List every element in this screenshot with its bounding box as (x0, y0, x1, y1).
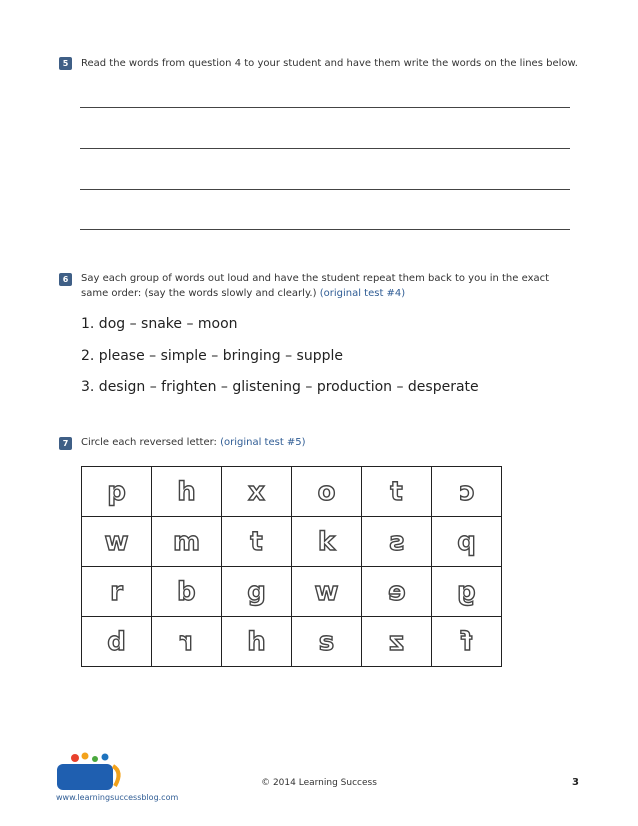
letter: o (317, 476, 336, 507)
answer-line-2[interactable] (80, 148, 570, 149)
question-6-reference: (original test #4) (319, 288, 406, 299)
letter: p (107, 476, 126, 507)
word-group-1: 1. dog – snake – moon (81, 316, 238, 332)
letter: h (247, 626, 266, 657)
letter-cell[interactable] (222, 567, 292, 617)
letter: s (388, 526, 405, 557)
letter-cell[interactable] (152, 517, 222, 567)
letter: d (107, 626, 126, 657)
letter: r (180, 626, 193, 657)
letter: k (317, 526, 336, 557)
question-6-text (81, 271, 571, 301)
letter-cell[interactable] (292, 567, 362, 617)
question-6-badge: 6 (59, 273, 72, 286)
letter-cell[interactable] (292, 517, 362, 567)
letter-cell[interactable] (362, 617, 432, 667)
letter-cell[interactable] (362, 467, 432, 517)
letter: t (250, 526, 263, 557)
letter-cell[interactable] (222, 467, 292, 517)
answer-line-4[interactable] (80, 229, 570, 230)
question-7-badge: 7 (59, 437, 72, 450)
word-group-3: 3. design – frighten – glistening – production – desperate (81, 379, 479, 395)
answer-line-1[interactable] (80, 107, 570, 108)
letter-cell[interactable] (432, 567, 502, 617)
letter: q (457, 526, 476, 557)
letter: r (110, 576, 123, 607)
question-7-reference: (original test #5) (220, 437, 306, 448)
letter-row (82, 567, 502, 617)
letter: x (248, 476, 265, 507)
letter: g (457, 576, 476, 607)
letter-cell[interactable] (82, 517, 152, 567)
letter-cell[interactable] (362, 567, 432, 617)
letter-cell[interactable] (362, 517, 432, 567)
letter: c (458, 476, 475, 507)
letter: w (104, 526, 129, 557)
letter: s (318, 626, 335, 657)
letter-grid (81, 466, 502, 667)
letter-cell[interactable] (432, 617, 502, 667)
letter: e (387, 576, 406, 607)
answer-line-3[interactable] (80, 189, 570, 190)
letter-cell[interactable] (82, 567, 152, 617)
letter-cell[interactable] (222, 617, 292, 667)
letter: m (172, 526, 201, 557)
question-6-instructions: Say each group of words out loud and have the student repeat them back to you in the exact same order: (say the words slowly and clearly.) (81, 273, 550, 299)
letter-cell[interactable] (292, 617, 362, 667)
letter: f (460, 626, 473, 657)
letter: h (177, 476, 196, 507)
word-group-2: 2. please – simple – bringing – supple (81, 348, 343, 364)
letter-cell[interactable] (432, 517, 502, 567)
letter: d (177, 576, 196, 607)
question-7-text (81, 435, 306, 450)
letter: z (388, 626, 405, 657)
letter-row (82, 617, 502, 667)
question-7-instructions: Circle each reversed letter: (81, 437, 221, 448)
letter-row (82, 517, 502, 567)
letter: w (314, 576, 339, 607)
question-5-text: Read the words from question 4 to your student and have them write the words on the lines below. (81, 58, 578, 69)
letter: t (390, 476, 403, 507)
letter-cell[interactable] (152, 467, 222, 517)
letter-cell[interactable] (222, 517, 292, 567)
question-5-badge: 5 (59, 57, 72, 70)
letter-cell[interactable] (82, 467, 152, 517)
letter-cell[interactable] (292, 467, 362, 517)
letter-cell[interactable] (82, 617, 152, 667)
page-number: 3 (572, 777, 579, 788)
footer-website-link[interactable]: www.learningsuccessblog.com (56, 793, 179, 802)
letter-cell[interactable] (432, 467, 502, 517)
letter-cell[interactable] (152, 567, 222, 617)
letter: g (247, 576, 266, 607)
letter-row (82, 467, 502, 517)
letter-cell[interactable] (152, 617, 222, 667)
footer-copyright: © 2014 Learning Success (261, 778, 377, 788)
